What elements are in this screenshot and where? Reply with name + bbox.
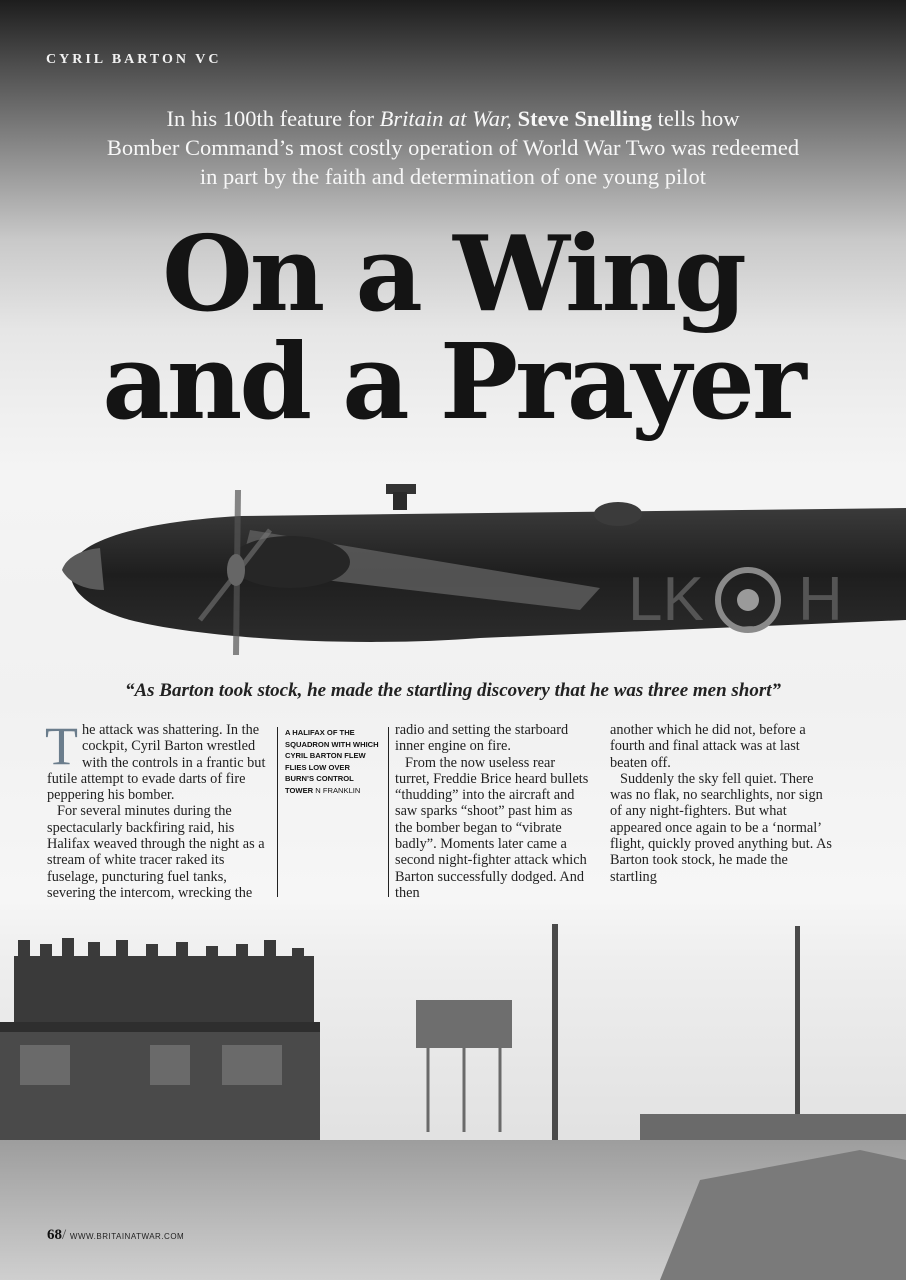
column-rule bbox=[277, 727, 278, 897]
body-paragraph: another which he did not, before a fourth and final attack was at last beaten off. bbox=[610, 722, 806, 771]
photo-caption bbox=[285, 727, 381, 796]
standfirst-line2: Bomber Command’s most costly operation of World War Two was redeemed bbox=[106, 135, 800, 160]
body-paragraph: he attack was shattering. In the cockpit, Cyril Barton wrestled with the controls in a frantic but futile attempt to evade darts of fire peppering his bomber. bbox=[47, 722, 266, 804]
body-column-1 bbox=[45, 716, 271, 901]
section-kicker: CYRIL BARTON VC bbox=[46, 52, 222, 67]
standfirst-pre: In his 100th feature for bbox=[166, 106, 380, 131]
drop-cap: T bbox=[45, 716, 78, 776]
standfirst-line3: in part by the faith and determination of one young pilot bbox=[199, 164, 707, 189]
body-column-2 bbox=[395, 722, 591, 901]
standfirst bbox=[40, 104, 866, 191]
aircraft-letter: H bbox=[798, 565, 843, 634]
folio-slash: / bbox=[62, 1227, 67, 1243]
body-paragraph: Suddenly the sky fell quiet. There was no flak, no searchlights, nor sign of any night-fighters. But what appeared once again to be a ‘normal’ flight, quickly proved anything but. As Barton took stock, he made the startling bbox=[610, 770, 832, 885]
author-name: Steve Snelling bbox=[517, 106, 652, 131]
page-folio bbox=[47, 1227, 184, 1244]
body-paragraph: From the now useless rear turret, Freddie Brice heard bullets “thudding” into the aircraft and saw sparks “shoot” past him as the bomber began to “vibrate badly”. Moments later came a second night-fighter attack which Barton successfully dodged. And then bbox=[395, 754, 589, 901]
aircraft-code: LK bbox=[628, 565, 704, 634]
headline-line1: On a Wing bbox=[162, 212, 744, 335]
publication-name: Britain at War, bbox=[379, 106, 512, 131]
caption-text: A HALIFAX OF THE SQUADRON WITH WHICH CYRIL BARTON FLEW FLIES LOW OVER BURN’S CONTROL TOWER bbox=[285, 728, 379, 795]
column-rule bbox=[388, 727, 389, 897]
standfirst-post: tells how bbox=[651, 106, 740, 131]
page-number: 68 bbox=[47, 1227, 62, 1243]
halifax-bomber-photo bbox=[0, 470, 906, 670]
control-tower-photo bbox=[0, 900, 906, 1280]
website-url: WWW.BRITAINATWAR.COM bbox=[69, 1232, 185, 1241]
body-paragraph: radio and setting the starboard inner engine on fire. bbox=[395, 722, 569, 755]
pull-quote: “As Barton took stock, he made the startling discovery that he was three men short” bbox=[124, 680, 782, 701]
body-column-3 bbox=[610, 722, 836, 885]
headline-line2: and a Prayer bbox=[102, 320, 804, 443]
body-paragraph: For several minutes during the spectacularly backfiring raid, his Halifax weaved through the night as a stream of white tracer raked its fuselage, puncturing fuel tanks, severing the intercom, wrecking the bbox=[47, 803, 265, 901]
photo-credit: N FRANKLIN bbox=[315, 785, 361, 795]
